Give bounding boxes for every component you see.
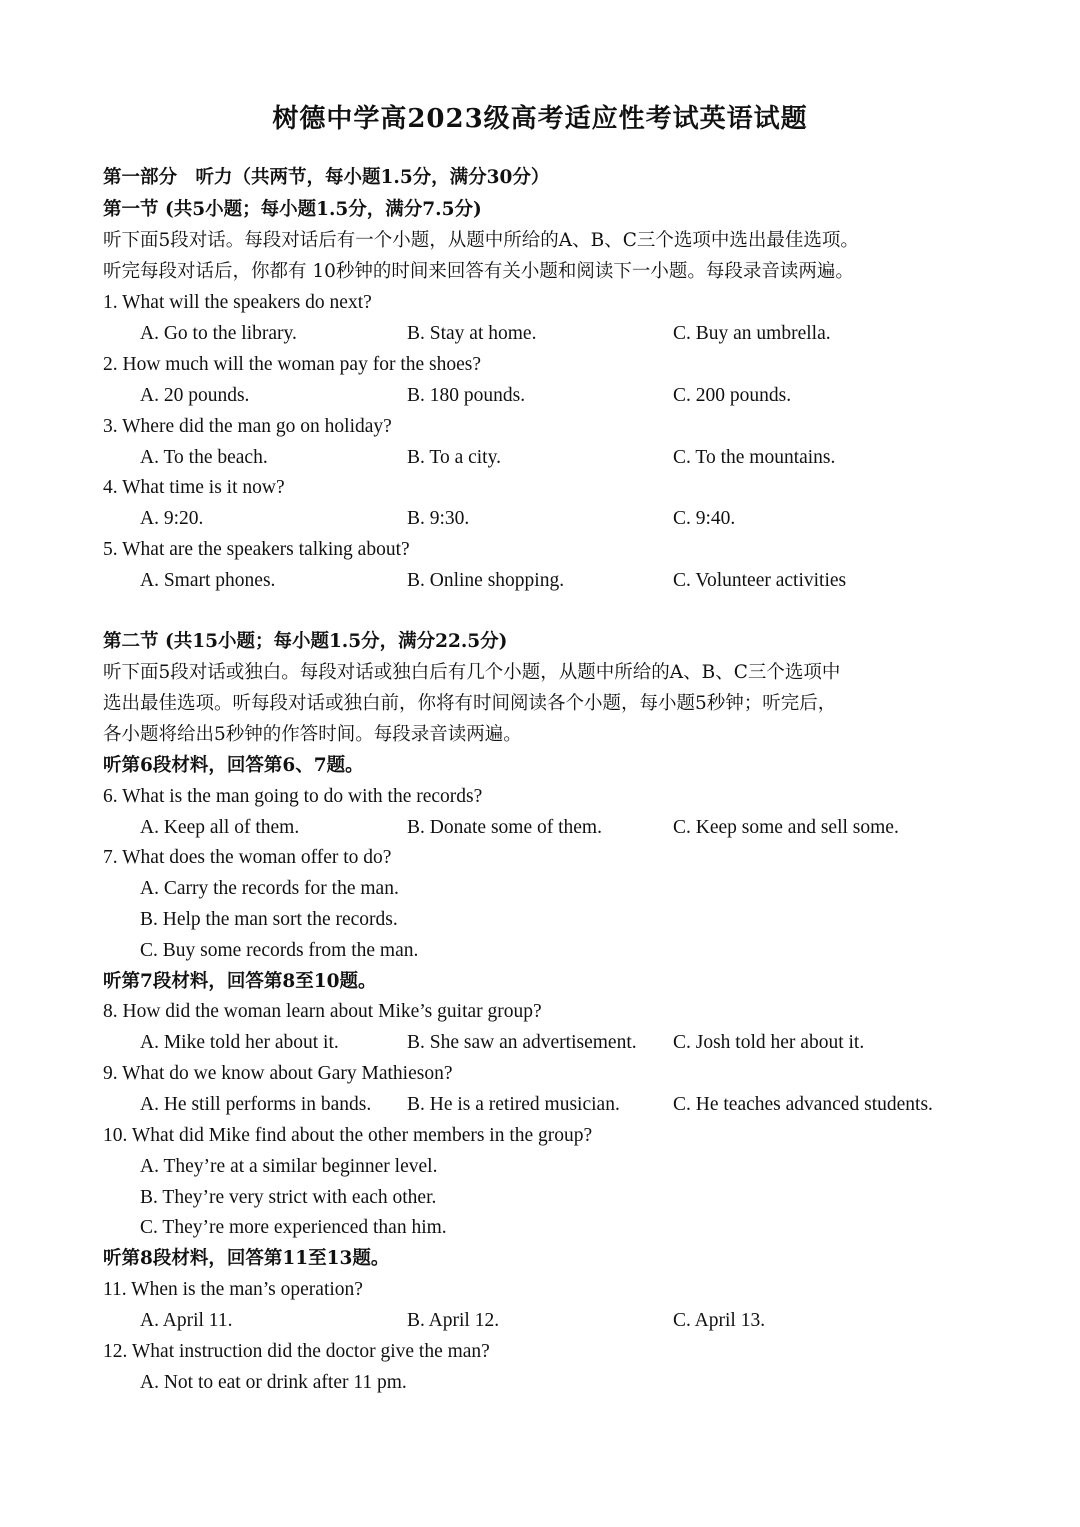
question-2: 2. How much will the woman pay for the shoes? — [103, 354, 482, 375]
question-7: 7. What does the woman offer to do? — [103, 847, 392, 868]
q11-option-b: B. April 12. — [407, 1310, 500, 1331]
q2-option-a: A. 20 pounds. — [140, 385, 250, 406]
q8-option-a: A. Mike told her about it. — [140, 1032, 339, 1053]
q6-option-b: B. Donate some of them. — [407, 817, 602, 838]
part1-heading: 第一部分 听力（共两节，每小题1.5分，满分30分） — [103, 167, 550, 188]
question-6: 6. What is the man going to do with the records? — [103, 786, 483, 807]
q7-option-c: C. Buy some records from the man. — [140, 940, 419, 961]
question-1: 1. What will the speakers do next? — [103, 292, 372, 313]
material-8-heading: 听第8段材料，回答第11至13题。 — [103, 1248, 390, 1269]
material-6-heading: 听第6段材料，回答第6、7题。 — [103, 755, 364, 776]
q2-option-b: B. 180 pounds. — [407, 385, 526, 406]
question-10: 10. What did Mike find about the other members in the group? — [103, 1125, 593, 1146]
section1-instruction-1: 听下面5段对话。每段对话后有一个小题，从题中所给的A、B、C三个选项中选出最佳选项。 — [103, 230, 859, 251]
q11-option-c: C. April 13. — [673, 1310, 766, 1331]
question-9: 9. What do we know about Gary Mathieson? — [103, 1063, 453, 1084]
section2-instruction-2: 选出最佳选项。听每段对话或独白前，你将有时间阅读各个小题，每小题5秒钟；听完后， — [103, 693, 837, 714]
section2-heading: 第二节 (共15小题；每小题1.5分，满分22.5分) — [103, 631, 508, 652]
q8-option-c: C. Josh told her about it. — [673, 1032, 865, 1053]
q1-option-a: A. Go to the library. — [140, 323, 297, 344]
q10-option-c: C. They’re more experienced than him. — [140, 1217, 447, 1238]
q4-option-b: B. 9:30. — [407, 508, 470, 529]
q5-option-a: A. Smart phones. — [140, 570, 276, 591]
page-title: 树德中学高2023级高考适应性考试英语试题 — [272, 104, 808, 134]
question-5: 5. What are the speakers talking about? — [103, 539, 410, 560]
q4-option-c: C. 9:40. — [673, 508, 736, 529]
q9-option-c: C. He teaches advanced students. — [673, 1094, 933, 1115]
q1-option-c: C. Buy an umbrella. — [673, 323, 831, 344]
q11-option-a: A. April 11. — [140, 1310, 233, 1331]
q3-option-a: A. To the beach. — [140, 447, 268, 468]
q3-option-c: C. To the mountains. — [673, 447, 836, 468]
q1-option-b: B. Stay at home. — [407, 323, 537, 344]
q2-option-c: C. 200 pounds. — [673, 385, 792, 406]
question-8: 8. How did the woman learn about Mike’s guitar group? — [103, 1001, 542, 1022]
q5-option-b: B. Online shopping. — [407, 570, 565, 591]
q6-option-a: A. Keep all of them. — [140, 817, 300, 838]
section2-instruction-1: 听下面5段对话或独白。每段对话或独白后有几个小题，从题中所给的A、B、C三个选项中 — [103, 662, 841, 683]
section1-instruction-2: 听完每段对话后，你都有 10秒钟的时间来回答有关小题和阅读下一小题。每段录音读两遍。 — [103, 261, 854, 282]
q4-option-a: A. 9:20. — [140, 508, 204, 529]
question-11: 11. When is the man’s operation? — [103, 1279, 363, 1300]
q10-option-a: A. They’re at a similar beginner level. — [140, 1156, 438, 1177]
q7-option-a: A. Carry the records for the man. — [140, 878, 399, 899]
q12-option-a: A. Not to eat or drink after 11 pm. — [140, 1372, 407, 1393]
q9-option-b: B. He is a retired musician. — [407, 1094, 620, 1115]
q5-option-c: C. Volunteer activities — [673, 570, 847, 591]
q3-option-b: B. To a city. — [407, 447, 501, 468]
q6-option-c: C. Keep some and sell some. — [673, 817, 899, 838]
material-7-heading: 听第7段材料，回答第8至10题。 — [103, 971, 377, 992]
q8-option-b: B. She saw an advertisement. — [407, 1032, 637, 1053]
question-3: 3. Where did the man go on holiday? — [103, 416, 392, 437]
question-4: 4. What time is it now? — [103, 477, 285, 498]
q7-option-b: B. Help the man sort the records. — [140, 909, 398, 930]
section2-instruction-3: 各小题将给出5秒钟的作答时间。每段录音读两遍。 — [103, 724, 522, 745]
question-12: 12. What instruction did the doctor give the man? — [103, 1341, 490, 1362]
q10-option-b: B. They’re very strict with each other. — [140, 1187, 437, 1208]
q9-option-a: A. He still performs in bands. — [140, 1094, 372, 1115]
section1-heading: 第一节 (共5小题；每小题1.5分，满分7.5分) — [103, 199, 482, 220]
